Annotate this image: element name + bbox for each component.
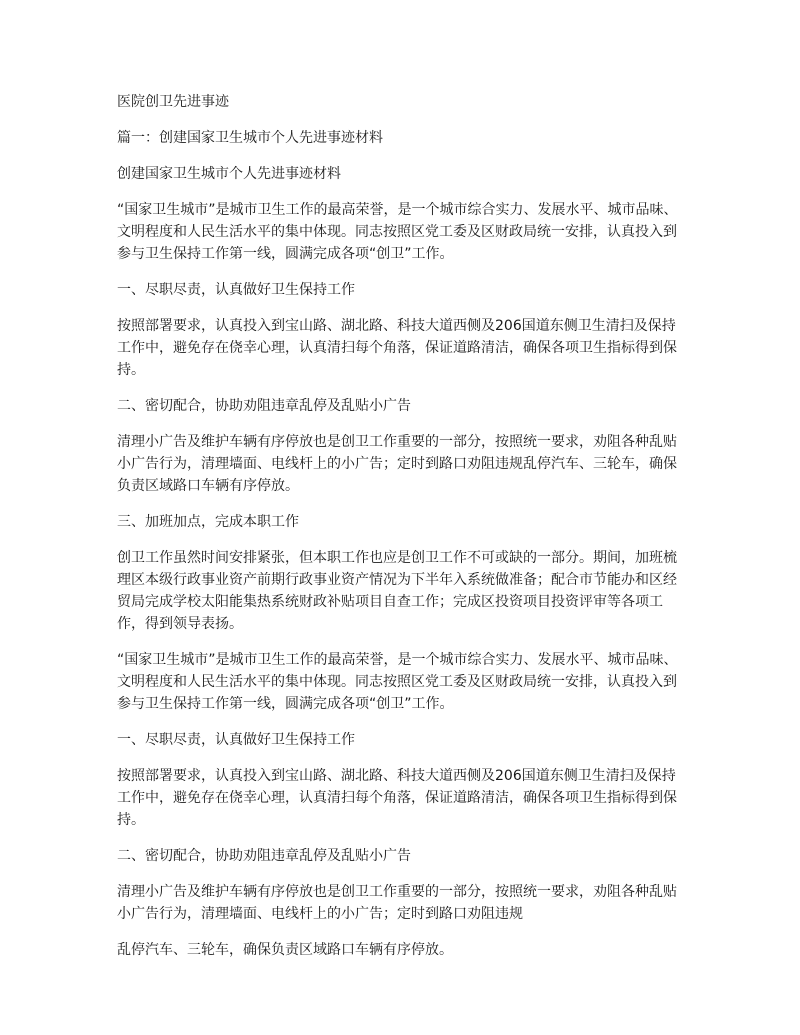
section-paragraph: 按照部署要求，认真投入到宝山路、湖北路、科技大道西侧及206国道东侧卫生清扫及保持工作中，避免存在侥幸心理，认真清扫每个角落，保证道路清洁，确保各项卫生指标得到保持。 (117, 768, 677, 828)
intro-paragraph: “国家卫生城市”是城市卫生工作的最高荣誉，是一个城市综合实力、发展水平、城市品味、文明程度和人民生活水平的集中体现。同志按照区党工委及区财政局统一安排，认真投入到参与卫生保持工作第一线，圆满完成各项“创卫”工作。 (117, 652, 678, 712)
section-paragraph: 按照部署要求，认真投入到宝山路、湖北路、科技大道西侧及206国道东侧卫生清扫及保持工作中，避免存在侥幸心理，认真清扫每个角落，保证道路清洁，确保各项卫生指标得到保持。 (117, 318, 677, 378)
chapter-heading: 篇一：创建国家卫生城市个人先进事迹材料 (117, 130, 383, 146)
section-paragraph: 创卫工作虽然时间安排紧张，但本职工作也应是创卫工作不可或缺的一部分。期间，加班梳理区本级行政事业资产前期行政事业资产情况为下半年入系统做准备；配合市节能办和区经贸局完成学校太阳能集热系统财政补贴项目自查工作；完成区投资项目投资评审等各项工作，得到领导表扬。 (117, 550, 677, 632)
document-title: 医院创卫先进事迹 (117, 94, 229, 110)
section-heading: 二、密切配合，协助劝阻违章乱停及乱贴小广告 (117, 398, 411, 414)
section-heading: 二、密切配合，协助劝阻违章乱停及乱贴小广告 (117, 848, 411, 864)
section-heading: 一、尽职尽责，认真做好卫生保持工作 (117, 282, 355, 298)
document-subtitle: 创建国家卫生城市个人先进事迹材料 (117, 166, 341, 182)
section-paragraph: 乱停汽车、三轮车，确保负责区域路口车辆有序停放。 (117, 942, 453, 958)
section-heading: 一、尽职尽责，认真做好卫生保持工作 (117, 732, 355, 748)
section-heading: 三、加班加点，完成本职工作 (117, 514, 299, 530)
section-paragraph: 清理小广告及维护车辆有序停放也是创卫工作重要的一部分，按照统一要求，劝阻各种乱贴小广告行为，清理墙面、电线杆上的小广告；定时到路口劝阻违规乱停汽车、三轮车，确保负责区域路口车辆有序停放。 (117, 434, 677, 494)
section-paragraph: 清理小广告及维护车辆有序停放也是创卫工作重要的一部分，按照统一要求，劝阻各种乱贴小广告行为，清理墙面、电线杆上的小广告；定时到路口劝阻违规 (117, 884, 677, 922)
intro-paragraph: “国家卫生城市”是城市卫生工作的最高荣誉，是一个城市综合实力、发展水平、城市品味、文明程度和人民生活水平的集中体现。同志按照区党工委及区财政局统一安排，认真投入到参与卫生保持工作第一线，圆满完成各项“创卫”工作。 (117, 202, 678, 262)
